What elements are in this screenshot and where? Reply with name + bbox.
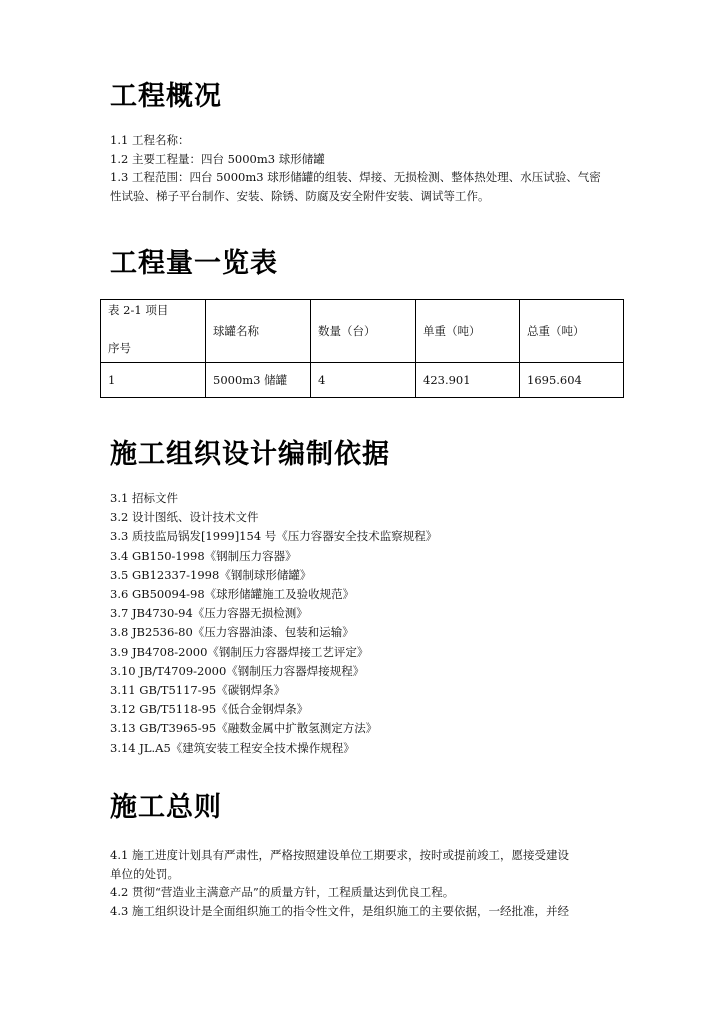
list-item: 3.7 JB4730-94《压力容器无损检测》 [110, 606, 308, 621]
list-item: 3.9 JB4708-2000《钢制压力容器焊接工艺评定》 [110, 644, 369, 659]
column-header: 总重（吨） [520, 300, 624, 363]
list-item: 3.8 JB2536-80《压力容器油漆、包装和运输》 [110, 625, 354, 640]
general-line: 4.3 施工组织设计是全面组织施工的指令性文件，是组织施工的主要依据，一经批准，并经 [110, 903, 569, 918]
list-item: 3.1 招标文件 [110, 491, 178, 505]
list-item: 3.14 JL.A5《建筑安装工程安全技术操作规程》 [110, 740, 355, 755]
column-header: 球罐名称 [206, 300, 311, 363]
section-title-general: 施工总则 [110, 792, 222, 823]
list-item: 3.4 GB150-1998《钢制压力容器》 [110, 548, 297, 563]
table-cell: 1695.604 [520, 363, 624, 398]
basis-list [110, 489, 620, 758]
header-corner-cell [101, 300, 206, 363]
overview-line: 1.2 主要工程量：四台 5000m3 球形储罐 [110, 151, 325, 166]
general-paragraph [110, 846, 620, 920]
table-cell: 1 [101, 363, 206, 398]
overview-line: 1.3 工程范围：四台 5000m3 球形储罐的组装、焊接、无损检测、整体热处理、水压试验、气密 [110, 170, 601, 184]
column-header: 单重（吨） [416, 300, 520, 363]
list-item: 3.6 GB50094-98《球形储罐施工及验收规范》 [110, 587, 355, 602]
overview-paragraph [110, 131, 620, 205]
table-cell: 5000m3 储罐 [206, 363, 311, 398]
table-cell: 423.901 [416, 363, 520, 398]
list-item: 3.10 JB/T4709-2000《钢制压力容器焊接规程》 [110, 663, 365, 678]
section-title-overview: 工程概况 [110, 81, 222, 112]
table-cell: 4 [311, 363, 416, 398]
list-item: 3.3 质技监局锅发[1999]154 号《压力容器安全技术监察规程》 [110, 529, 438, 544]
section-title-basis: 施工组织设计编制依据 [110, 439, 390, 470]
list-item: 3.12 GB/T5118-95《低合金钢焊条》 [110, 702, 309, 717]
list-item: 3.5 GB12337-1998《钢制球形储罐》 [110, 567, 312, 582]
overview-line: 性试验、梯子平台制作、安装、除锈、防腐及安全附件安装、调试等工作。 [110, 188, 490, 203]
list-item: 3.2 设计图纸、设计技术文件 [110, 510, 259, 525]
header-item-label: 表 2-1 项目 [108, 303, 169, 317]
general-line: 4.2 贯彻“营造业主满意产品”的质量方针，工程质量达到优良工程。 [110, 885, 455, 899]
column-header: 数量（台） [311, 300, 416, 363]
quantity-table [100, 299, 624, 398]
general-line: 单位的处罚。 [110, 866, 179, 881]
table-row [101, 363, 624, 398]
header-seq-label: 序号 [108, 341, 131, 355]
list-item: 3.13 GB/T3965-95《融数金属中扩散氢测定方法》 [110, 721, 378, 736]
section-title-quantity: 工程量一览表 [110, 248, 278, 279]
list-item: 3.11 GB/T5117-95《碳钢焊条》 [110, 683, 286, 698]
table-header-row [101, 300, 624, 363]
overview-line: 1.1 工程名称： [110, 133, 190, 147]
general-line: 4.1 施工进度计划具有严肃性，严格按照建设单位工期要求，按时或提前竣工，愿接受建设 [110, 848, 569, 862]
